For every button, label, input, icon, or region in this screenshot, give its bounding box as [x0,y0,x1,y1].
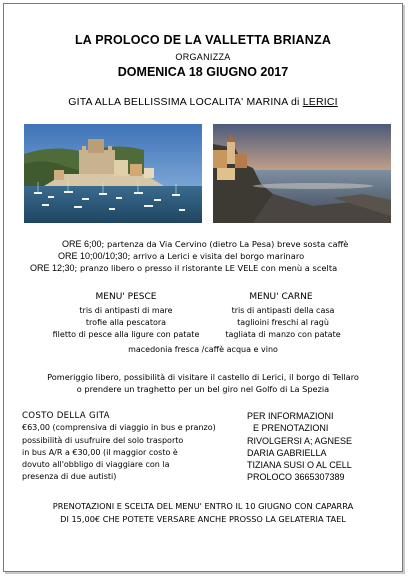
schedule-text: ; partenza da Via Cervino (dietro La Pesa) breve sosta caffè [101,239,349,249]
cost-line: presenza di due autisti) [22,472,117,482]
menu-item: tagliata di manzo con patate [225,330,341,339]
tellaro-sunset-photo [213,124,391,223]
flyer-title: LA PROLOCO DE LA VALLETTA BRIANZA [74,33,332,47]
menu-item: tris di antipasti di mare [79,306,173,315]
booking-line: DI 15,00€ CHE POTETE VERSARE ANCHE PROSSO LA GELATERIA TAEL [60,514,346,524]
schedule-time: ORE 12;30 [30,263,75,273]
menu-item: filetto di pesce alla ligure con patate [52,330,200,339]
cost-line: dovuto all'obbligo di viaggiare con la [22,460,170,470]
menu-shared-items: macedonia fresca /caffè acqua e vino [128,345,278,354]
schedule-text: ; arrivo a Lerici e visita del borgo marinaro [127,251,305,261]
tellaro-sunset-image [213,124,391,223]
info-line: PER INFORMAZIONI [247,411,334,421]
cost-heading: COSTO DELLA GITA [22,411,110,421]
cost-line: €63,00 (comprensiva di viaggio in bus e pranzo) [22,423,216,433]
event-date: DOMENICA 18 GIUGNO 2017 [117,65,289,79]
contact-info [247,410,352,484]
cost-line: possibilità di usufruire del solo trasporto [22,435,184,445]
menu-item: trofie alla pescatora [85,318,167,327]
trip-heading [3,96,403,108]
schedule-text: ; pranzo libero o presso il ristorante LE VELE con menù a scelta [74,263,338,273]
booking-info [3,500,403,526]
info-line: E PRENOTAZIONI [253,423,329,434]
page-border [3,3,403,572]
menu-item: taglioini freschi al ragù [237,318,329,327]
info-phone: PROLOCO 3665307389 [247,472,345,483]
info-line: RIVOLGERSI A; AGNESE [247,435,353,446]
afternoon-info [3,371,403,395]
schedule-item [62,239,348,250]
cost-section [22,410,216,484]
trip-destination: LERICI [302,96,338,108]
schedule-time: ORE 10;00/10;30 [58,251,128,261]
schedule-item [58,251,304,262]
info-line: TIZIANA SUSI O AL CELL [247,460,352,471]
booking-line: PRENOTAZIONI E SCELTA DEL MENU' ENTRO IL 10 GIUGNO CON CAPARRA [52,501,354,511]
schedule-time: ORE 6;00 [62,239,102,249]
lerici-castle-image [24,124,202,223]
menu-pesce-list [31,305,221,341]
afternoon-line: o prendere un traghetto per un bel giro nel Golfo di La Spezia [76,384,330,394]
menu-carne-list [198,305,368,341]
cost-line: in bus A/R a €30,00 (il maggior costo è [22,447,178,457]
menu-pesce-title: MENU' PESCE [95,292,157,302]
trip-heading-prefix: GITA ALLA BELLISSIMA LOCALITA' MARINA di [68,96,303,108]
menu-item: tris di antipasti della casa [231,306,335,315]
menu-carne-title: MENU' CARNE [249,292,313,302]
organizza-label: ORGANIZZA [175,52,231,62]
info-line: DARIA GABRIELLA [247,447,327,458]
afternoon-line: Pomeriggio libero, possibilità di visitare il castello di Lerici, il borgo di Tellaro [47,372,359,382]
lerici-castle-photo [24,124,202,223]
schedule-item [30,263,337,274]
